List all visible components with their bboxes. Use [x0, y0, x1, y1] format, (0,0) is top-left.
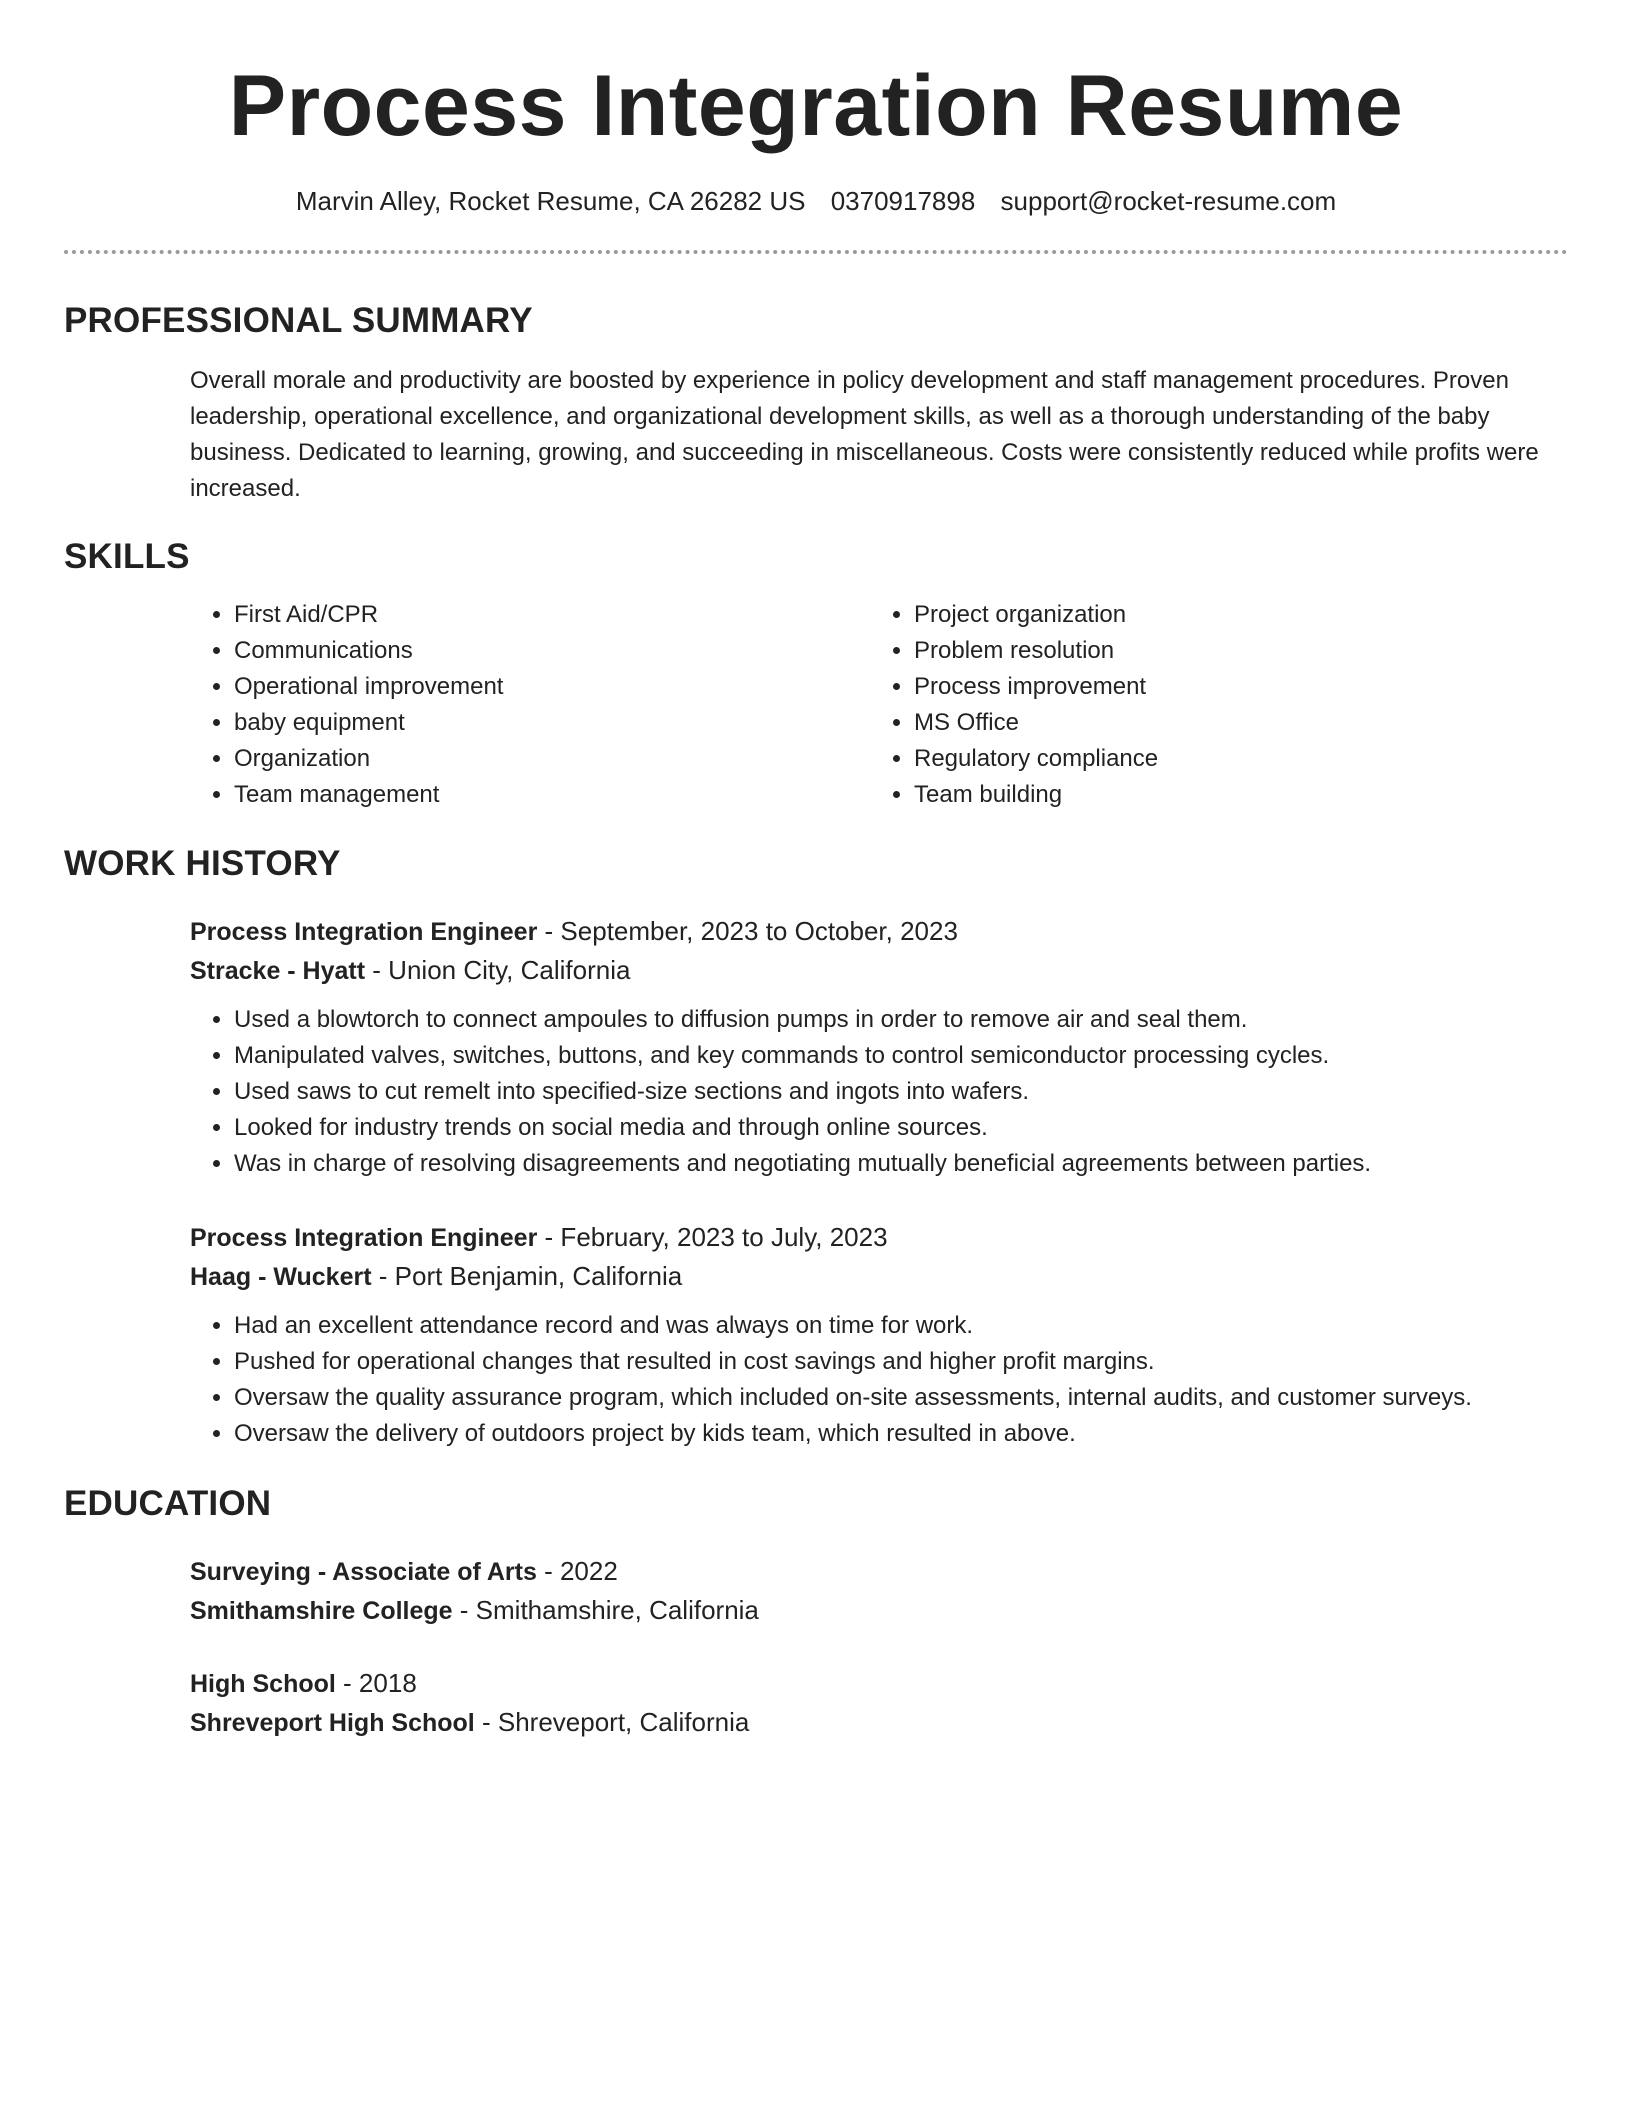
skills-list-right [870, 597, 1568, 813]
education-entry [190, 1552, 1568, 1630]
job-company: Stracke - Hyatt [190, 957, 366, 985]
job-location: - Union City, California [365, 955, 631, 985]
job-location: - Port Benjamin, California [371, 1261, 683, 1291]
skill-item: • Process improvement [914, 669, 1568, 705]
skill-item: • Team building [914, 777, 1568, 813]
education-year: - 2018 [335, 1668, 417, 1698]
job-entry [190, 1218, 1568, 1452]
education-school: Shreveport High School [190, 1709, 475, 1737]
job-title: Process Integration Engineer [190, 918, 538, 946]
skills-heading: SKILLS [64, 537, 190, 576]
skill-item: • Communications [234, 633, 870, 669]
work-heading: WORK HISTORY [64, 844, 341, 883]
job-company-line [190, 951, 1568, 990]
job-bullet: • Used a blowtorch to connect ampoules to diffusion pumps in order to remove air and seal them. [234, 1002, 1568, 1038]
job-bullet: • Pushed for operational changes that resulted in cost savings and higher profit margins. [234, 1344, 1568, 1380]
contact-line [64, 184, 1568, 218]
skills-section [190, 597, 1568, 813]
skill-item: • First Aid/CPR [234, 597, 870, 633]
skill-item: • Project organization [914, 597, 1568, 633]
skills-list-left [190, 597, 870, 813]
summary-section [190, 363, 1568, 507]
skill-item: • Organization [234, 741, 870, 777]
job-bullet: • Oversaw the delivery of outdoors project by kids team, which resulted in above. [234, 1416, 1568, 1452]
education-year: - 2022 [536, 1556, 618, 1586]
page-title: Process Integration Resume [228, 58, 1404, 154]
education-location: - Smithamshire, California [452, 1595, 759, 1625]
job-dates: - September, 2023 to October, 2023 [537, 916, 958, 946]
education-degree-line [190, 1664, 1568, 1703]
skill-item: • MS Office [914, 705, 1568, 741]
skill-item: • Regulatory compliance [914, 741, 1568, 777]
contact-phone: 0370917898 [830, 186, 976, 216]
job-bullet: • Had an excellent attendance record and was always on time for work. [234, 1308, 1568, 1344]
header-divider [64, 250, 1568, 254]
job-bullet: • Used saws to cut remelt into specified-size sections and ingots into wafers. [234, 1074, 1568, 1110]
education-section [190, 1552, 1568, 1742]
job-company-line [190, 1257, 1568, 1296]
job-bullet: • Was in charge of resolving disagreements and negotiating mutually beneficial agreements between parties. [234, 1146, 1568, 1182]
job-title: Process Integration Engineer [190, 1224, 538, 1252]
job-bullets [190, 1308, 1568, 1452]
job-entry [190, 912, 1568, 1182]
job-dates: - February, 2023 to July, 2023 [537, 1222, 888, 1252]
education-entry [190, 1664, 1568, 1742]
contact-email: support@rocket-resume.com [1000, 186, 1337, 216]
work-section [190, 912, 1568, 1452]
skill-item: • Team management [234, 777, 870, 813]
job-company: Haag - Wuckert [190, 1263, 372, 1291]
education-degree-line [190, 1552, 1568, 1591]
summary-text: Overall morale and productivity are boosted by experience in policy development and staff management procedures. Proven leadership, operational excellence, and organizational development skills, as well as a thorough understanding of the baby business. Dedicated to learning, growing, and succeeding in miscellaneous. Costs were consistently reduced while profits were increased. [190, 367, 1539, 502]
skill-item: • baby equipment [234, 705, 870, 741]
education-degree: Surveying - Associate of Arts [190, 1558, 537, 1586]
job-bullet: • Manipulated valves, switches, buttons, and key commands to control semiconductor processing cycles. [234, 1038, 1568, 1074]
job-role-line [190, 1218, 1568, 1257]
education-degree: High School [190, 1670, 336, 1698]
skill-item: • Operational improvement [234, 669, 870, 705]
job-bullet: • Looked for industry trends on social media and through online sources. [234, 1110, 1568, 1146]
skill-item: • Problem resolution [914, 633, 1568, 669]
education-school-line [190, 1703, 1568, 1742]
contact-address: Marvin Alley, Rocket Resume, CA 26282 US [295, 186, 806, 216]
job-bullet: • Oversaw the quality assurance program, which included on-site assessments, internal audits, and customer surveys. [234, 1380, 1568, 1416]
education-school-line [190, 1591, 1568, 1630]
education-school: Smithamshire College [190, 1597, 453, 1625]
job-role-line [190, 912, 1568, 951]
education-location: - Shreveport, California [474, 1707, 750, 1737]
summary-heading: PROFESSIONAL SUMMARY [64, 301, 533, 340]
education-heading: EDUCATION [64, 1484, 272, 1523]
job-bullets [190, 1002, 1568, 1182]
